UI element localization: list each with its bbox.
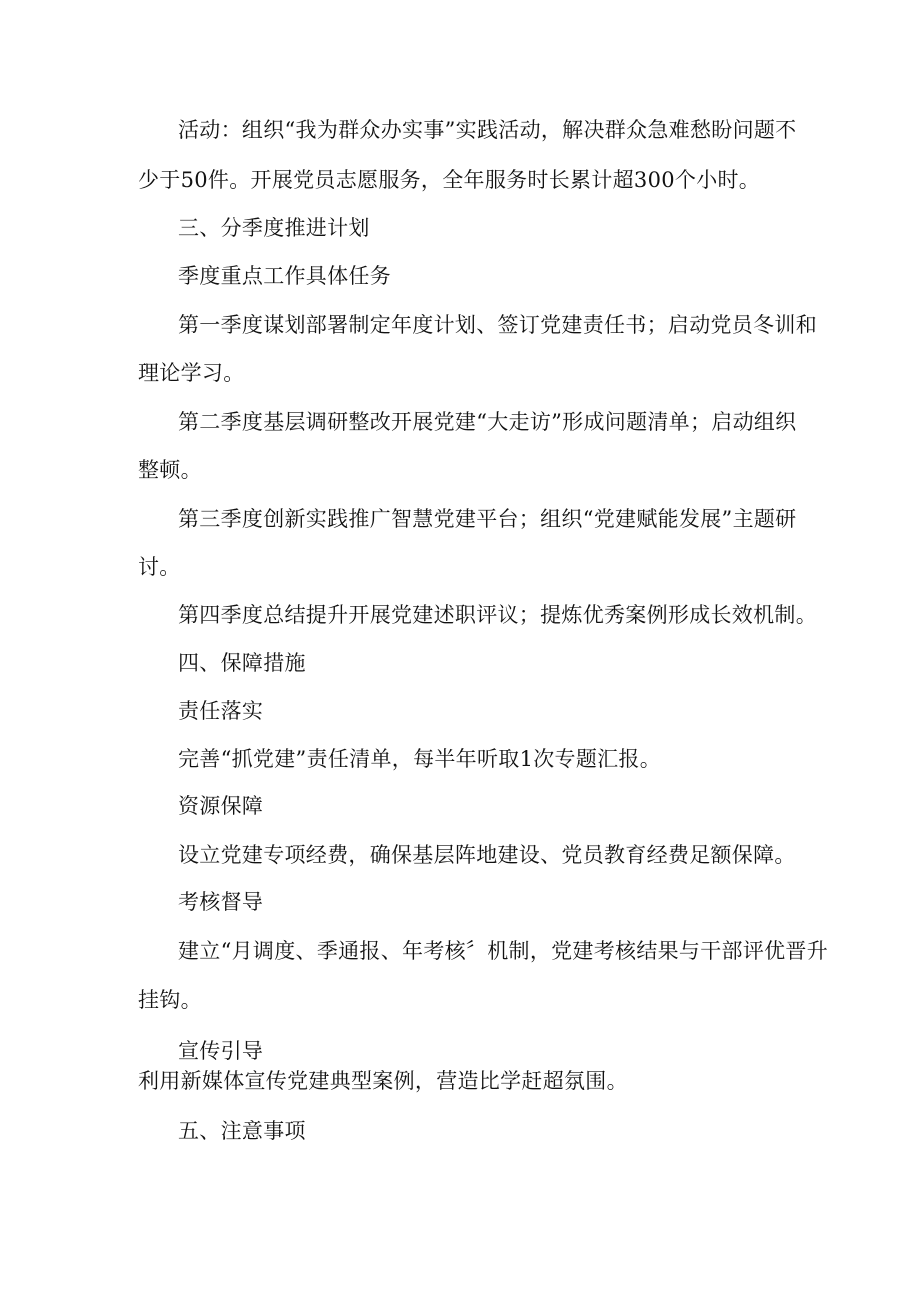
subheading-quarterly-tasks: 季度重点工作具体任务: [178, 264, 391, 288]
paragraph-activity-line-1: 活动：组织“我为群众办实事”实践活动，解决群众急难愁盼问题不: [178, 118, 797, 142]
publicity-text: 利用新媒体宣传党建典型案例，营造比学赶超氛围。: [138, 1069, 628, 1093]
q2-line-1: 第二季度基层调研整改开展党建“大走访”形成问题清单；启动组织: [178, 410, 797, 434]
q1-line-2: 理论学习。: [138, 361, 245, 385]
responsibility-text: 完善“抓党建”责任清单，每半年听取1次专题汇报。: [178, 747, 662, 771]
q3-line-1: 第三季度创新实践推广智慧党建平台；组织“党建赋能发展”主题研: [178, 507, 797, 531]
q3-line-2: 讨。: [138, 555, 181, 579]
subheading-responsibility: 责任落实: [178, 699, 264, 723]
section-heading-safeguards: 四、保障措施: [178, 651, 306, 675]
paragraph-activity-line-2: 少于50件。开展党员志愿服务，全年服务时长累计超300个小时。: [138, 168, 761, 192]
assessment-line-1: 建立“月调度、季通报、年考核〞机制，党建考核结果与干部评优晋升: [178, 939, 829, 963]
subheading-publicity: 宣传引导: [178, 1039, 264, 1063]
assessment-line-2: 挂钩。: [138, 988, 202, 1012]
subheading-resources: 资源保障: [178, 794, 264, 818]
resources-text: 设立党建专项经费，确保基层阵地建设、党员教育经费足额保障。: [178, 843, 796, 867]
subheading-assessment: 考核督导: [178, 890, 264, 914]
section-heading-quarterly-plan: 三、分季度推进计划: [178, 216, 370, 240]
q1-line-1: 第一季度谋划部署制定年度计划、签订党建责任书；启动党员冬训和: [178, 313, 817, 337]
q4-line: 第四季度总结提升开展党建述职评议；提炼优秀案例形成长效机制。: [178, 603, 817, 627]
q2-line-2: 整顿。: [138, 458, 202, 482]
section-heading-notes: 五、注意事项: [178, 1119, 306, 1143]
